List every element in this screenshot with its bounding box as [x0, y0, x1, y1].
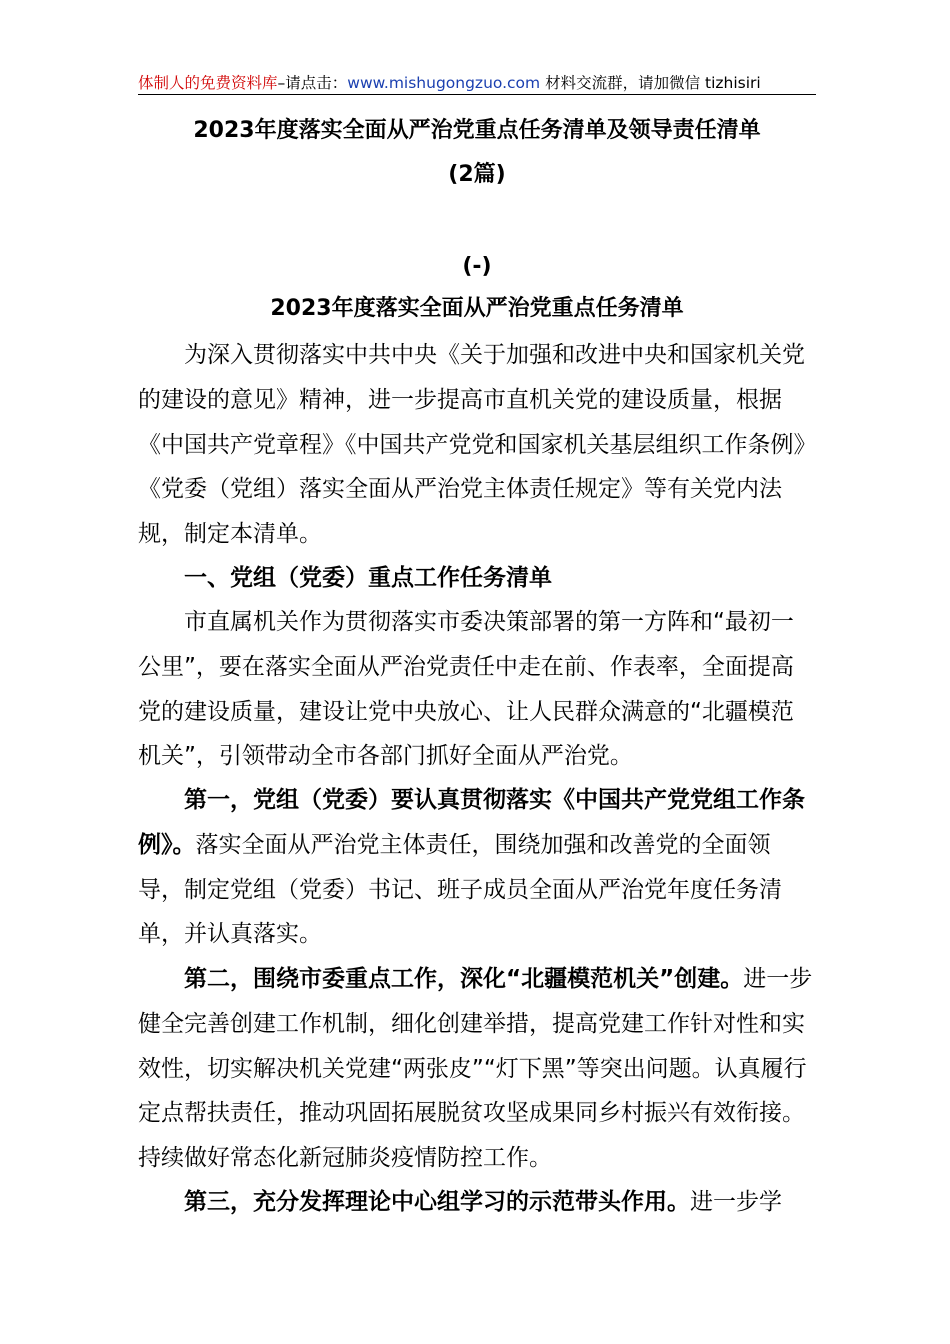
header-prompt: –请点击：	[277, 74, 348, 92]
item1-paragraph	[138, 778, 816, 957]
document-title: 2023年度落实全面从严治党重点任务清单及领导责任清单	[193, 118, 761, 143]
header-site-name: 体制人的免费资料库	[138, 74, 278, 92]
item1-lead: 第一，党组（党委）要认真贯彻落实《中国共产党党组工作条例》。	[138, 787, 805, 858]
page-header	[138, 72, 816, 94]
header-url-link[interactable]: www.mishugongzuo.com	[347, 74, 541, 92]
part-number: (-)	[462, 254, 492, 279]
part-title: 2023年度落实全面从严治党重点任务清单	[270, 296, 684, 321]
item1-body: 落实全面从严治党主体责任，围绕加强和改善党的全面领导，制定党组（党委）书记、班子成员全面从严治党年度任务清单，并认真落实。	[138, 831, 782, 948]
item2-lead: 第二，围绕市委重点工作，深化“北疆模范机关”创建。	[184, 966, 744, 992]
item3-body: 进一步学	[690, 1189, 782, 1215]
item2-paragraph	[138, 957, 816, 1181]
intro-paragraph: 为深入贯彻落实中共中央《关于加强和改进中央和国家机关党的建设的意见》精神，进一步提高市直机关党的建设质量，根据《中国共产党章程》《中国共产党党和国家机关基层组织工作条例》《党委（党组）落实全面从严治党主体责任规定》等有关党内法规，制定本清单。	[138, 342, 805, 548]
header-contact: 材料交流群，请加微信 tizhisiri	[540, 74, 761, 92]
section1-heading: 一、党组（党委）重点工作任务清单	[184, 565, 552, 591]
item3-paragraph	[138, 1180, 816, 1225]
header-divider	[138, 94, 816, 95]
document-subtitle: (2篇)	[448, 162, 506, 187]
section1-paragraph: 市直属机关作为贯彻落实市委决策部署的第一方阵和“最初一公里”，要在落实全面从严治党责任中走在前、作表率，全面提高党的建设质量，建设让党中央放心、让人民群众满意的“北疆模范机关”，引领带动全市各部门抓好全面从严治党。	[138, 609, 794, 770]
item2-body: 进一步健全完善创建工作机制，细化创建举措，提高党建工作针对性和实效性，切实解决机关党建“两张皮”“灯下黑”等突出问题。认真履行定点帮扶责任，推动巩固拓展脱贫攻坚成果同乡村振兴有效衔接。持续做好常态化新冠肺炎疫情防控工作。	[138, 966, 813, 1172]
item3-lead: 第三，充分发挥理论中心组学习的示范带头作用。	[184, 1189, 690, 1215]
